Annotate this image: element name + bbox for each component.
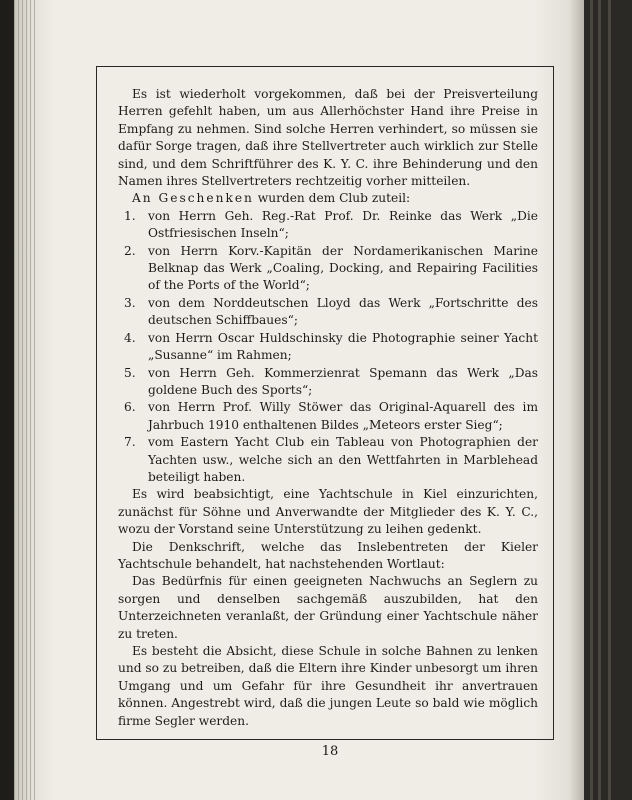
list-item-text: von Herrn Korv.-Kapitän der Nordamerikanischen Marine Belknap das Werk „Coaling, Docking, and Repairing Facilities of the Ports of the World“; <box>148 243 538 293</box>
list-item-number: 4. <box>124 330 136 345</box>
page-leaf <box>598 0 601 800</box>
paragraph-yacht-school: Es wird beabsichtigt, eine Yachtschule in Kiel einzurichten, zunächst für Söhne und Anverwandte der Mitglieder des K. Y. C., wozu der Vorstand seine Unterstützung zu leihen gedenkt. <box>118 487 538 537</box>
book-edge <box>584 0 632 800</box>
gifts-list <box>118 208 538 487</box>
page-text <box>118 86 538 730</box>
list-item-text: von Herrn Oscar Huldschinsky die Photographie seiner Yacht „Susanne“ im Rahmen; <box>148 330 538 363</box>
list-item <box>118 365 538 400</box>
paragraph-memorandum: Die Denkschrift, welche das Inslebentreten der Kieler Yachtschule behandelt, hat nachstehenden Wortlaut: <box>118 539 538 571</box>
paragraph-need: Das Bedürfnis für einen geeigneten Nachwuchs an Seglern zu sorgen und denselben sachgemäß auszubilden, hat den Unterzeichneten veranlaßt, der Gründung einer Yachtschule näher zu treten. <box>118 574 538 641</box>
list-item-number: 7. <box>124 435 136 450</box>
gifts-heading-rest: wurden dem Club zuteil: <box>253 191 411 206</box>
list-item-text: von Herrn Geh. Reg.-Rat Prof. Dr. Reinke das Werk „Die Ostfriesischen Inseln“; <box>148 208 538 241</box>
book-gutter <box>14 0 36 800</box>
list-item-number: 1. <box>124 208 136 223</box>
page-number: 18 <box>321 744 339 759</box>
paragraph-prize-distribution: Es ist wiederholt vorgekommen, daß bei der Preisverteilung Herren gefehlt haben, um aus Allerhöchster Hand ihre Preise in Empfang zu nehmen. Sind solche Herren verhindert, so müssen sie dafür Sorge tragen, daß ihre Stellvertreter auch wirklich zur Stelle sind, und dem Schriftführer des K. Y. C. ihre Behinderung und den Namen ihres Stellvertreters rechtzeitig vorher mitteilen. <box>118 87 538 189</box>
list-item-text: von Herrn Geh. Kommerzienrat Spemann das Werk „Das goldene Buch des Sports“; <box>148 365 538 397</box>
paragraph-intent: Es besteht die Absicht, diese Schule in solche Bahnen zu lenken und so zu betreiben, daß die Eltern ihre Kinder unbesorgt um ihren Umgang und um Gefahr für ihre Gesundheit ihr anvertrauen können. Angestrebt wird, daß die jungen Leute so bald wie möglich firme Segler werden. <box>118 644 538 728</box>
list-item-text: von Herrn Prof. Willy Stöwer das Original-Aquarell des im Jahrbuch 1910 enthaltenen Bildes „Meteors erster Sieg“; <box>148 400 538 432</box>
list-item <box>118 243 538 295</box>
list-item <box>118 399 538 434</box>
gifts-heading-label: An Geschenken <box>132 191 254 206</box>
gifts-heading <box>118 190 538 207</box>
list-item-number: 3. <box>124 295 136 310</box>
list-item-number: 2. <box>124 243 136 258</box>
list-item <box>118 434 538 486</box>
list-item <box>118 208 538 243</box>
list-item-text: von dem Norddeutschen Lloyd das Werk „Fortschritte des deutschen Schiffbaues“; <box>148 295 538 328</box>
page-leaf <box>590 0 593 800</box>
page-leaf <box>608 0 611 800</box>
list-item-number: 5. <box>124 365 136 380</box>
list-item <box>118 330 538 365</box>
list-item <box>118 295 538 330</box>
list-item-number: 6. <box>124 400 136 415</box>
list-item-text: vom Eastern Yacht Club ein Tableau von Photographien der Yachten usw., welche sich an den Wettfahrten in Marblehead beteiligt haben. <box>148 435 538 484</box>
